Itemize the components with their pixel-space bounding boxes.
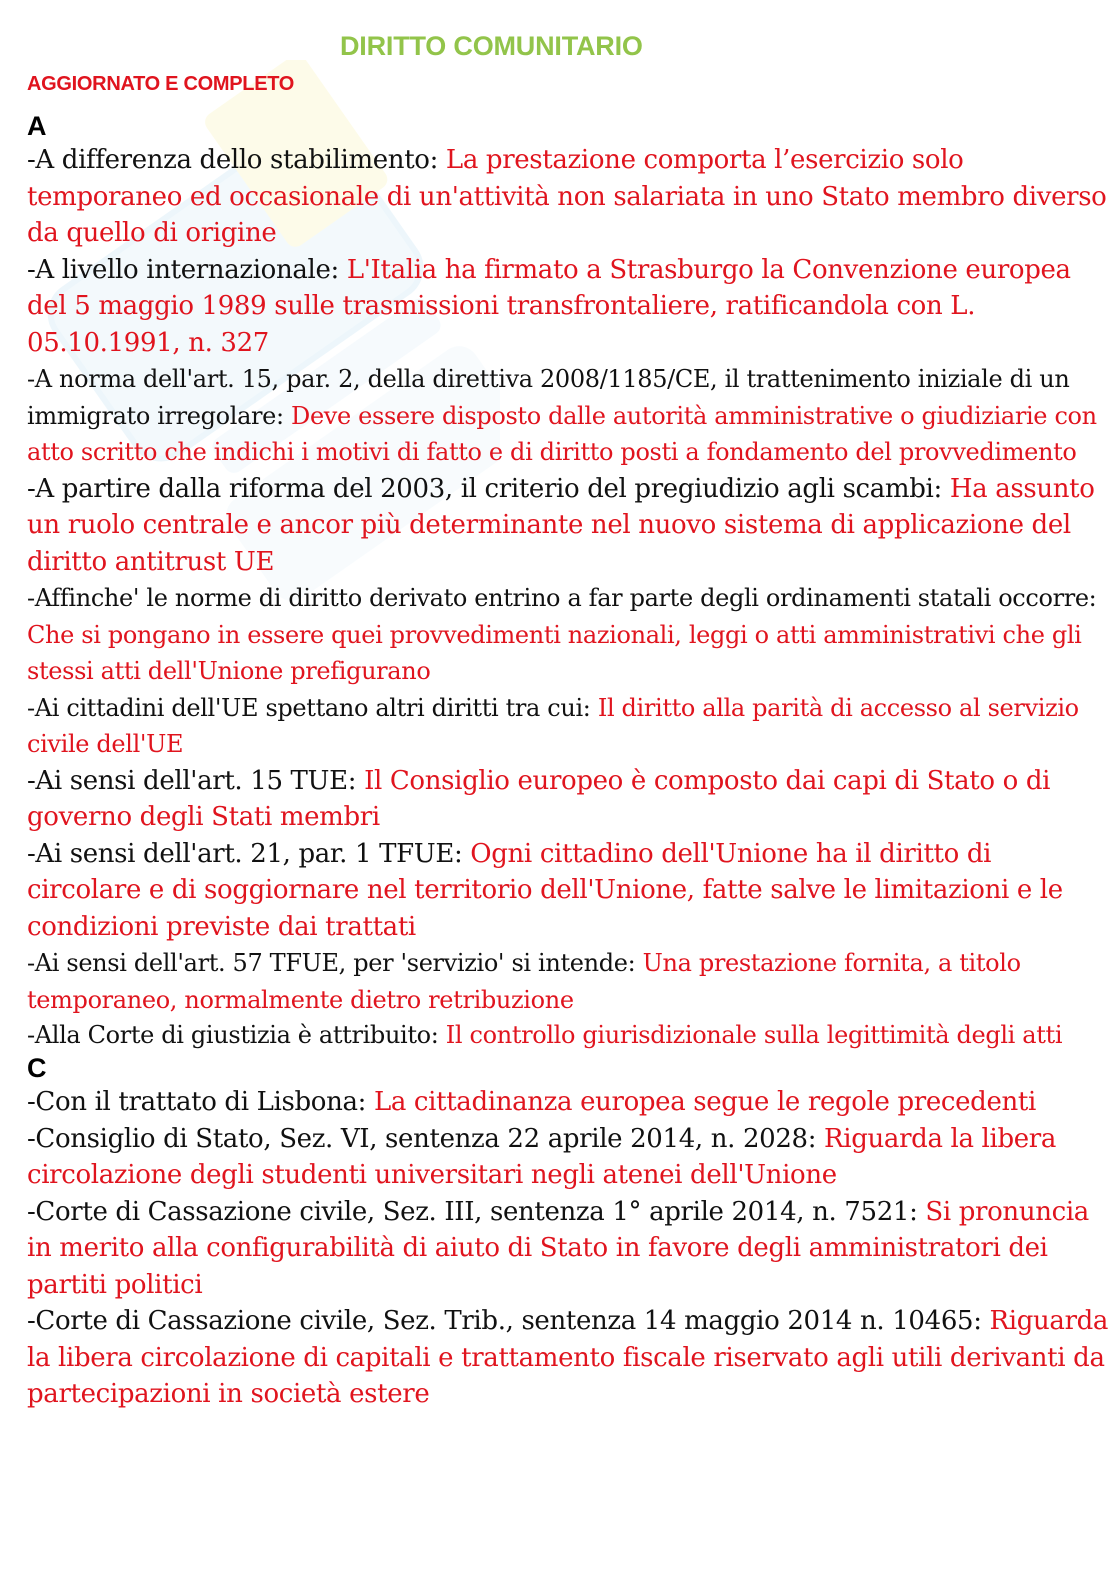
list-item (27, 763, 1109, 836)
list-item (27, 1303, 1109, 1413)
question-text: -Con il trattato di Lisbona: (27, 1087, 374, 1117)
question-text: -A differenza dello stabilimento: (27, 145, 446, 175)
page-title: DIRITTO COMUNITARIO (340, 31, 643, 61)
question-text: -Corte di Cassazione civile, Sez. Trib., sentenza 14 maggio 2014 n. 10465: (27, 1306, 990, 1336)
answer-text: L'Italia ha firmato a Strasburgo la Convenzione europea del 5 maggio 1989 sulle trasmissioni transfrontaliere, ratificandola con L. 05.10.1991, n. 327 (27, 254, 1071, 358)
question-text: -Ai sensi dell'art. 15 TUE: (27, 765, 365, 796)
list-item (27, 1121, 1109, 1194)
answer-text: Il diritto alla parità di accesso al servizio civile dell'UE (27, 693, 1079, 758)
answer-text: La prestazione comporta l’esercizio solo temporaneo ed occasionale di un'attività non salariata in uno Stato membro diverso da quello di origine (27, 145, 1107, 248)
question-text: -A livello internazionale: (27, 254, 347, 285)
list-item (27, 580, 1109, 690)
question-text: -Affinche' le norme di diritto derivato entrino a far parte degli ordinamenti statali occorre: (27, 584, 1097, 612)
answer-text: Ha assunto un ruolo centrale e ancor più determinante nel nuovo sistema di applicazione del diritto antitrust UE (27, 473, 1095, 577)
answer-text: Una prestazione fornita, a titolo temporaneo, normalmente dietro retribuzione (27, 949, 1021, 1014)
page-subtitle: AGGIORNATO E COMPLETO (27, 73, 295, 95)
list-item (27, 945, 1109, 1018)
question-text: -Alla Corte di giustizia è attribuito: (27, 1021, 446, 1049)
list-item (27, 1194, 1109, 1304)
list-item (27, 361, 1109, 471)
answer-text: Riguarda la libera circolazione degli studenti universitari negli atenei dell'Unione (27, 1123, 1057, 1190)
answer-text: Ogni cittadino dell'Unione ha il diritto di circolare e di soggiornare nel territorio dell'Unione, fatte salve le limitazioni e le condizioni previste dai trattati (27, 838, 1063, 942)
answer-text: Deve essere disposto dalle autorità amministrative o giudiziarie con atto scritto che indichi i motivi di fatto e di diritto posti a fondamento del provvedimento (27, 401, 1097, 466)
question-text: -Consiglio di Stato, Sez. VI, sentenza 22 aprile 2014, n. 2028: (27, 1123, 825, 1154)
answer-text: Il Consiglio europeo è composto dai capi di Stato o di governo degli Stati membri (27, 765, 1051, 832)
list-item (27, 836, 1109, 946)
question-text: -A norma dell'art. 15, par. 2, della direttiva 2008/1185/CE, il trattenimento iniziale di un immigrato irregolare: (27, 365, 1070, 430)
section-letter-a: A (27, 111, 47, 141)
answer-text: Riguarda la libera circolazione di capitali e trattamento fiscale riservato agli utili derivanti da partecipazioni in società estere (27, 1306, 1109, 1409)
question-text: -Corte di Cassazione civile, Sez. III, sentenza 1° aprile 2014, n. 7521: (27, 1196, 926, 1227)
answer-text: Che si pongano in essere quei provvedimenti nazionali, leggi o atti amministrativi che gli stessi atti dell'Unione prefigurano (27, 620, 1082, 685)
document-page (27, 28, 1109, 1413)
question-text: -Ai sensi dell'art. 57 TFUE, per 'servizio' si intende: (27, 949, 643, 977)
question-text: -Ai sensi dell'art. 21, par. 1 TFUE: (27, 838, 471, 869)
question-text: -Ai cittadini dell'UE spettano altri diritti tra cui: (27, 693, 598, 722)
question-text: -A partire dalla riforma del 2003, il criterio del pregiudizio agli scambi: (27, 473, 950, 504)
list-item (27, 252, 1109, 362)
answer-text: Il controllo giurisdizionale sulla legittimità degli atti (445, 1021, 1063, 1049)
answer-text: Si pronuncia in merito alla configurabilità di aiuto di Stato in favore degli amministratori dei partiti politici (27, 1196, 1089, 1300)
list-item (27, 1084, 1109, 1121)
list-item (27, 471, 1109, 581)
section-letter-c: C (27, 1053, 47, 1083)
list-item (27, 1018, 1109, 1052)
list-item (27, 690, 1109, 763)
answer-text: La cittadinanza europea segue le regole precedenti (373, 1087, 1036, 1117)
list-item (27, 142, 1109, 252)
